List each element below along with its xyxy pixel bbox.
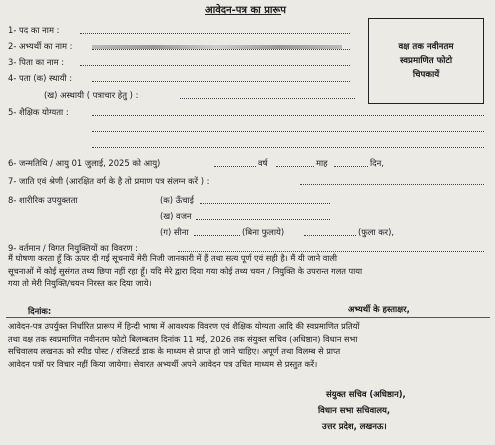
title-underline xyxy=(205,14,281,15)
field-chest-normal-label: (बिना फुलाये) xyxy=(242,227,285,237)
field-chest-expanded-line[interactable] xyxy=(304,235,356,236)
field-weight-label: (ख) वजन xyxy=(160,211,192,221)
field-age-months-label: माह xyxy=(316,158,328,168)
declaration-line-1: मैं घोषणा करता हूँ कि ऊपर दी गई सूचनायें मेरी निजी जानकारी में हैं तथा सत्य पूर्ण एवं सही है। मैं यी जाने वाली xyxy=(8,253,338,263)
field-permanent-address-label: 4- पता (क) स्थायी : xyxy=(8,73,73,83)
field-education-line-3[interactable] xyxy=(92,147,484,148)
section-divider xyxy=(6,317,490,318)
authority-line-2: विधान सभा सचिवालय, xyxy=(318,405,391,415)
field-age-months-line[interactable] xyxy=(276,166,314,167)
instructions-line-3: सचिवालय लखनऊ को स्पीड पोस्ट / रजिस्टर्ड डाक के माध्यम से प्राप्त हो जाने चाहिए। अपूर्ण तथा विलम्ब से प्राप्त xyxy=(8,346,341,357)
photo-box-line-3: चिपकायें xyxy=(412,70,440,80)
field-chest-expanded-label: (फुला कर), xyxy=(358,227,395,237)
field-father-name-line[interactable] xyxy=(80,65,350,66)
field-education-line-2[interactable] xyxy=(92,131,484,132)
field-education-label: 5- शैक्षिक योग्यता : xyxy=(8,107,69,117)
field-age-days-line[interactable] xyxy=(334,166,368,167)
field-temp-address-label: (ख) अस्थायी ( पत्राचार हेतु ) : xyxy=(44,90,139,100)
date-label: दिनांक: xyxy=(28,306,52,316)
field-education-line-1[interactable] xyxy=(92,115,484,116)
field-father-name-label: 3- पिता का नाम : xyxy=(8,57,65,67)
photo-box-line-1: वक्ष तक नवीनतम xyxy=(398,42,454,52)
photo-box-line-2: स्वप्रमाणित फोटो xyxy=(399,56,453,66)
field-chest-normal-line[interactable] xyxy=(194,235,240,236)
field-age-years-label: वर्ष xyxy=(258,158,268,168)
instructions-paragraph xyxy=(8,320,488,370)
field-age-years-line[interactable] xyxy=(214,166,256,167)
signature-label: अभ्यर्थी के हस्ताक्षर, xyxy=(348,304,410,314)
authority-line-1: संयुक्त सचिव (अधिष्ठान), xyxy=(326,389,406,399)
field-chest-label: (ग) सीना xyxy=(160,227,189,237)
instructions-line-2: तथा वक्ष तक स्वप्रमाणित नवीनतम फोटो बिलम्बतम दिनांक 11 मई, 2026 तक संयुक्त सचिव (अधिष्ठान) विधान सभा xyxy=(8,333,358,344)
field-height-line[interactable] xyxy=(200,203,330,204)
form-title: आवेदन-पत्र का प्रारूप xyxy=(205,5,286,16)
field-caste-label: 7- जाति एवं श्रेणी (आरक्षित वर्ग के है तो प्रमाण पत्र संलग्न करें ) : xyxy=(8,176,210,186)
declaration-line-3: गया तो मेरी नियुक्ति/चयन निरस्त कर दिया जाये। xyxy=(8,278,152,289)
field-post-name-label: 1- पद का नाम : xyxy=(8,25,60,35)
field-candidate-name-label: 2- अभ्यर्थी का नाम : xyxy=(8,41,73,51)
instructions-line-1: आवेदन-पत्र उपर्युक्त निर्धारित प्रारूप में हिन्दी भाषा में आवश्यक विवरण एवं शैक्षिक योग्यता आदि की स्वप्रमाणित प्रतियों xyxy=(8,321,360,331)
declaration-paragraph xyxy=(8,252,488,290)
field-permanent-address-line[interactable] xyxy=(92,81,350,82)
authority-line-3: उत्तर प्रदेश, लखनऊ। xyxy=(322,421,387,431)
field-candidate-name-line[interactable] xyxy=(92,49,350,50)
field-post-name-line[interactable] xyxy=(80,33,350,34)
field-temp-address-line[interactable] xyxy=(180,98,355,99)
field-weight-line[interactable] xyxy=(196,219,330,220)
field-physical-label: 8- शारीरिक उपयुक्तता xyxy=(8,195,78,205)
field-dob-label: 6- जन्मतिथि / आयु 01 जुलाई, 2025 को आयु) xyxy=(8,158,161,168)
field-appointments-label: 9- वर्तमान / विगत नियुक्तियों का विवरण : xyxy=(8,243,138,253)
declaration-line-2: सूचनाओं में कोई सुसंगत तथ्य छिपा नहीं रहा हूँ। यदि मेरे द्वारा दिया गया कोई तथ्य चयन / नियुक्ति के उपरान्त गलत पाया xyxy=(8,265,363,276)
field-caste-line[interactable] xyxy=(300,184,484,185)
instructions-line-4: आवेदन पत्रों पर विचार नहीं किया जायेगा। सेवारत अभ्यर्थी अपने आवेदन पत्र उचित माध्यम से प्रस्तुत करें। xyxy=(8,358,318,369)
photo-box xyxy=(368,18,484,104)
field-height-label: (क) ऊँचाई xyxy=(160,195,194,205)
field-age-days-label: दिन, xyxy=(370,158,384,168)
